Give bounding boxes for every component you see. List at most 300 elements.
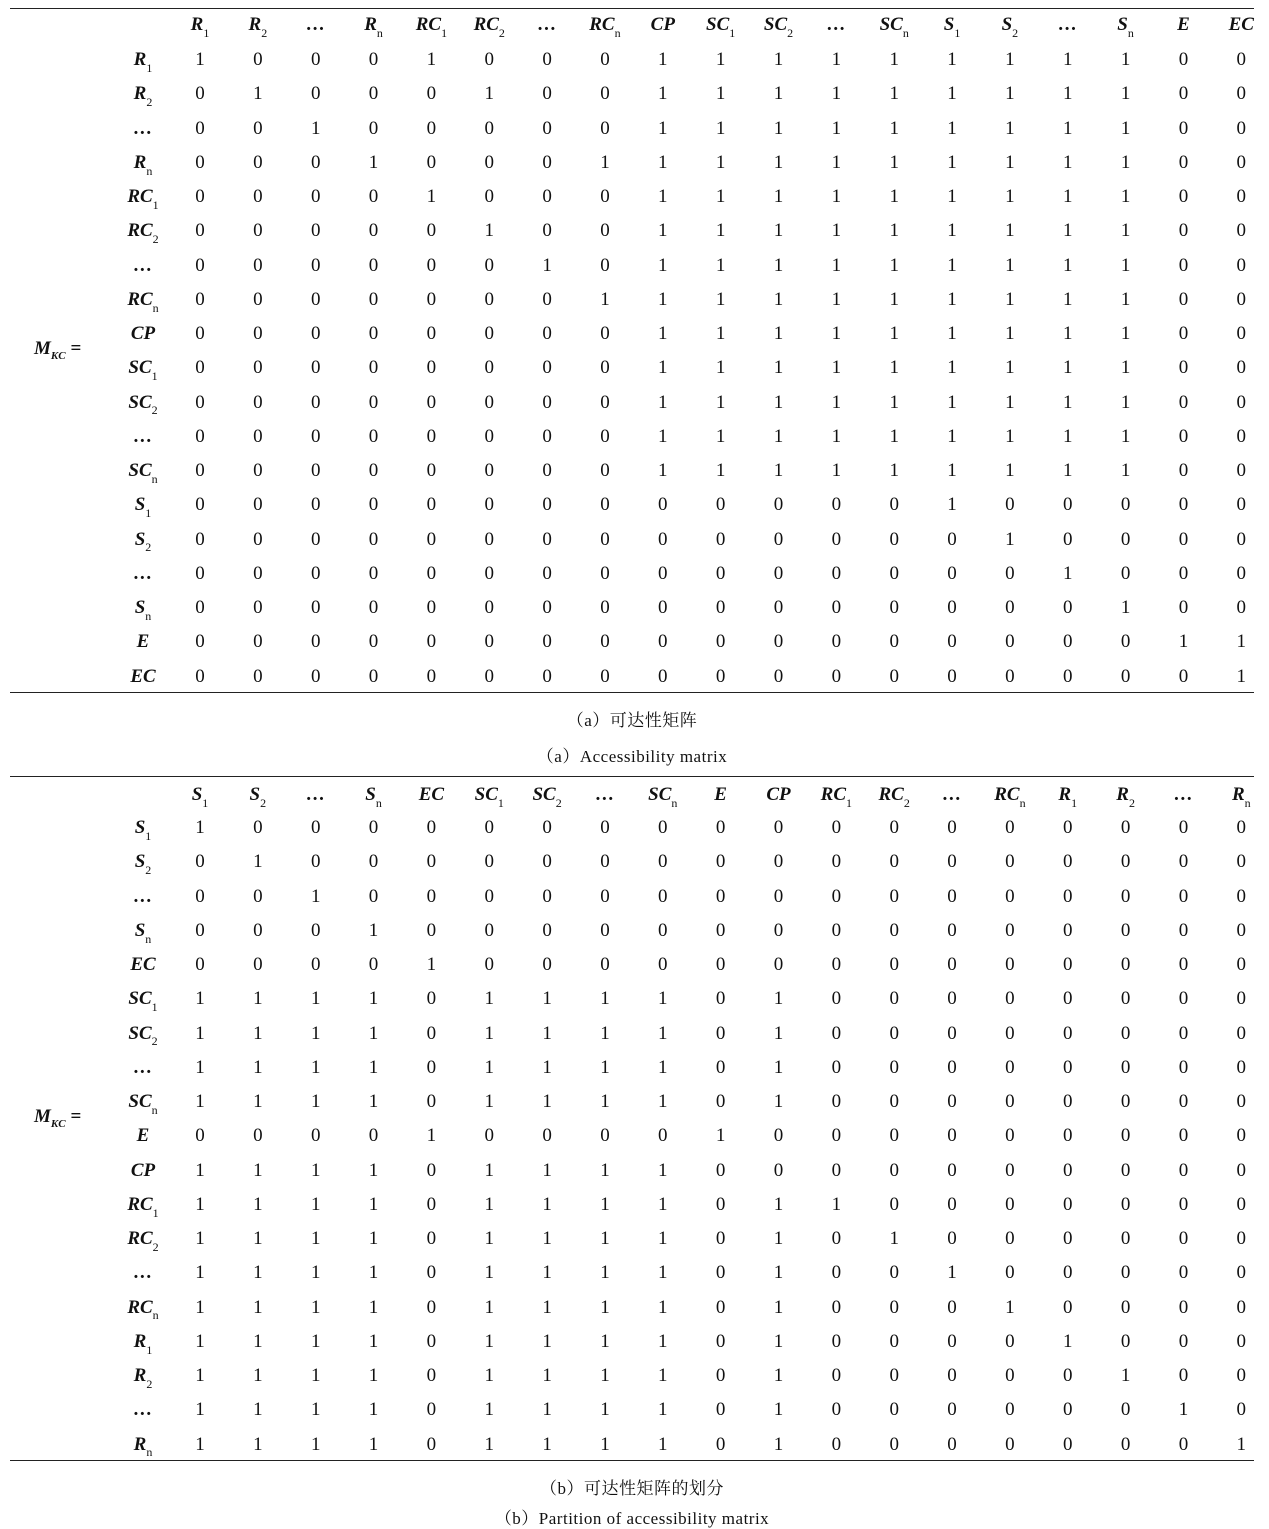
column-header-base: RC	[994, 784, 1020, 805]
matrix-cell: 1	[368, 1296, 379, 1318]
matrix-cell: 0	[368, 357, 379, 379]
matrix-cell: 1	[600, 1056, 610, 1078]
matrix-cell: 1	[253, 1022, 263, 1044]
row-header-base: …	[133, 117, 153, 139]
matrix-cell: 0	[1236, 528, 1247, 550]
matrix-cell: 1	[484, 988, 494, 1010]
matrix-cell: 1	[484, 1262, 494, 1284]
matrix-cell: 1	[889, 323, 899, 344]
matrix-cell: 0	[253, 151, 263, 173]
row-header	[123, 1058, 163, 1078]
matrix-cell: 0	[889, 1056, 899, 1078]
matrix-cell: 0	[1120, 851, 1131, 873]
matrix-cell: 0	[1178, 885, 1189, 907]
row-header-base: R	[133, 49, 147, 70]
matrix-label-base: M	[34, 1106, 51, 1127]
matrix-cell: 0	[368, 460, 379, 481]
matrix-cell: 1	[1120, 1365, 1131, 1386]
matrix-cell: 0	[889, 954, 899, 975]
matrix-cell: 0	[253, 1125, 263, 1147]
matrix-cell: 1	[947, 460, 957, 481]
matrix-cell: 0	[715, 631, 726, 653]
matrix-cell: 1	[773, 254, 784, 276]
matrix-cell: 0	[947, 1433, 957, 1455]
matrix-cell: 1	[1005, 186, 1015, 207]
matrix-cell: 0	[484, 49, 494, 70]
matrix-cell: 0	[1063, 817, 1073, 838]
row-header-base: RC	[127, 220, 153, 242]
matrix-cell: 0	[947, 665, 957, 687]
matrix-cell: 0	[1178, 357, 1189, 379]
column-header-base: …	[942, 784, 962, 805]
row-header-base: R	[133, 151, 147, 173]
matrix-cell: 0	[368, 665, 379, 687]
matrix-cell: 1	[715, 186, 726, 207]
matrix-cell: 1	[1063, 151, 1073, 173]
matrix-cell: 1	[1120, 288, 1131, 310]
column-header	[238, 15, 278, 41]
row-header-sub: n	[151, 471, 158, 486]
matrix-cell: 0	[195, 665, 205, 687]
matrix-cell: 0	[1005, 494, 1015, 516]
matrix-cell: 1	[947, 323, 957, 344]
matrix-cell: 0	[658, 665, 668, 687]
matrix-cell: 1	[1063, 220, 1073, 242]
row-header	[123, 1332, 163, 1358]
matrix-cell: 0	[1005, 1228, 1015, 1249]
matrix-cell: 1	[542, 1193, 552, 1215]
matrix-cell: 1	[195, 1091, 205, 1112]
row-header-base: RC	[127, 288, 153, 310]
matrix-cell: 0	[253, 460, 263, 481]
matrix-cell: 0	[715, 1399, 726, 1421]
matrix-cell: 0	[253, 49, 263, 70]
matrix-cell: 1	[195, 1228, 205, 1249]
matrix-cell: 0	[1120, 817, 1131, 838]
matrix-cell: 0	[1120, 1262, 1131, 1284]
matrix-cell: 0	[368, 851, 379, 873]
row-header	[123, 598, 163, 624]
matrix-cell: 0	[542, 220, 552, 242]
matrix-cell: 1	[1120, 186, 1131, 207]
matrix-cell: 1	[658, 391, 668, 413]
matrix-cell: 1	[947, 288, 957, 310]
matrix-cell: 0	[831, 1433, 842, 1455]
matrix-cell: 0	[831, 597, 842, 618]
matrix-cell: 1	[773, 1365, 784, 1386]
matrix-cell: 0	[1120, 494, 1131, 516]
column-header-base: …	[1058, 14, 1078, 35]
matrix-cell: 0	[426, 391, 437, 413]
matrix-cell: 0	[542, 186, 552, 207]
matrix-cell: 1	[658, 117, 668, 139]
matrix-cell: 1	[1063, 49, 1073, 70]
row-header	[123, 818, 163, 844]
matrix-cell: 1	[658, 1365, 668, 1386]
matrix-cell: 0	[600, 117, 610, 139]
matrix-cell: 0	[658, 494, 668, 516]
matrix-cell: 0	[426, 1433, 437, 1455]
matrix-cell: 0	[484, 597, 494, 618]
matrix-cell: 0	[368, 562, 379, 584]
matrix-cell: 1	[773, 1262, 784, 1284]
matrix-cell: 0	[947, 817, 957, 838]
matrix-cell: 0	[1178, 151, 1189, 173]
matrix-cell: 0	[484, 631, 494, 653]
matrix-cell: 0	[715, 1056, 726, 1078]
matrix-cell: 1	[1005, 254, 1015, 276]
matrix-cell: 0	[1063, 1159, 1073, 1181]
matrix-cell: 0	[658, 954, 668, 975]
matrix-cell: 0	[310, 954, 321, 975]
matrix-cell: 0	[253, 323, 263, 344]
matrix-cell: 0	[1236, 151, 1247, 173]
row-header	[123, 427, 163, 447]
matrix-cell: 0	[947, 1296, 957, 1318]
matrix-cell: 0	[426, 1056, 437, 1078]
matrix-cell: 0	[1236, 494, 1247, 516]
matrix-cell: 0	[600, 528, 610, 550]
matrix-cell: 1	[947, 220, 957, 242]
column-header	[874, 15, 914, 41]
matrix-cell: 0	[1063, 851, 1073, 873]
row-header	[123, 358, 163, 384]
matrix-cell: 0	[426, 562, 437, 584]
column-header-sub: 2	[787, 25, 794, 40]
column-header	[585, 785, 625, 805]
matrix-cell: 0	[1178, 460, 1189, 481]
matrix-cell: 0	[1120, 665, 1131, 687]
column-header-base: RC	[589, 14, 615, 35]
matrix-cell: 0	[368, 323, 379, 344]
matrix-cell: 1	[715, 1125, 726, 1147]
row-header-sub: n	[145, 931, 152, 946]
matrix-cell: 1	[484, 1365, 494, 1386]
matrix-cell: 0	[831, 1399, 842, 1421]
matrix-cell: 0	[1178, 391, 1189, 413]
column-header	[354, 785, 394, 811]
matrix-cell: 1	[658, 220, 668, 242]
column-header-base: SC	[532, 784, 556, 805]
matrix-cell: 0	[1063, 665, 1073, 687]
matrix-cell: 0	[426, 288, 437, 310]
row-header-sub: 1	[146, 60, 153, 75]
matrix-cell: 0	[1236, 186, 1247, 207]
matrix-cell: 1	[600, 151, 610, 173]
matrix-cell: 0	[542, 151, 552, 173]
matrix-cell: 1	[715, 425, 726, 447]
matrix-cell: 1	[831, 357, 842, 379]
matrix-cell: 0	[1063, 1022, 1073, 1044]
column-header-sub: 2	[498, 25, 505, 40]
matrix-cell: 0	[600, 851, 610, 873]
matrix-cell: 1	[831, 49, 842, 70]
matrix-cell: 0	[542, 288, 552, 310]
matrix-cell: 0	[542, 562, 552, 584]
matrix-cell: 0	[253, 597, 263, 618]
matrix-cell: 1	[889, 117, 899, 139]
column-header	[180, 15, 220, 41]
column-header	[1221, 15, 1261, 35]
matrix-cell: 0	[484, 425, 494, 447]
matrix-cell: 1	[1005, 288, 1015, 310]
matrix-cell: 0	[889, 631, 899, 653]
column-header-sub: n	[1127, 25, 1134, 40]
matrix-cell: 0	[600, 220, 610, 242]
row-header-base: S	[134, 919, 146, 941]
matrix-cell: 0	[1063, 1433, 1073, 1455]
matrix-cell: 1	[368, 1159, 379, 1181]
matrix-cell: 1	[831, 186, 842, 207]
matrix-cell: 0	[426, 357, 437, 379]
matrix-cell: 1	[889, 83, 899, 105]
matrix-cell: 0	[889, 851, 899, 873]
matrix-cell: 0	[542, 117, 552, 139]
column-header-base: R	[1058, 784, 1072, 805]
matrix-cell: 0	[600, 562, 610, 584]
matrix-cell: 0	[947, 1125, 957, 1147]
matrix-cell: 0	[658, 631, 668, 653]
row-header	[123, 632, 163, 652]
column-header-base: S	[365, 784, 376, 805]
matrix-cell: 1	[542, 1330, 552, 1352]
matrix-cell: 1	[889, 254, 899, 276]
matrix-cell: 0	[1178, 425, 1189, 447]
matrix-cell: 0	[1005, 919, 1015, 941]
matrix-cell: 0	[889, 1296, 899, 1318]
matrix-cell: 1	[831, 425, 842, 447]
matrix-cell: 1	[658, 323, 668, 344]
matrix-cell: 0	[1236, 919, 1247, 941]
matrix-cell: 0	[1005, 1433, 1015, 1455]
matrix-cell: 0	[484, 186, 494, 207]
matrix-cell: 1	[831, 220, 842, 242]
matrix-cell: 0	[831, 1228, 842, 1249]
matrix-cell: 0	[715, 597, 726, 618]
matrix-cell: 0	[715, 1022, 726, 1044]
column-header	[1048, 15, 1088, 35]
row-header	[123, 495, 163, 521]
column-header	[701, 15, 741, 41]
matrix-cell: 0	[484, 323, 494, 344]
matrix-cell: 0	[947, 1399, 957, 1421]
row-header-base: R	[133, 83, 147, 105]
matrix-cell: 1	[947, 494, 957, 516]
matrix-cell: 1	[658, 1228, 668, 1249]
matrix-cell: 0	[310, 186, 321, 207]
row-header-sub: 2	[146, 1376, 153, 1391]
column-header-base: R	[248, 14, 262, 35]
matrix-cell: 0	[195, 1125, 205, 1147]
matrix-cell: 1	[310, 1159, 321, 1181]
matrix-cell: 1	[773, 1296, 784, 1318]
row-header-base: R	[133, 1433, 147, 1455]
column-header	[816, 785, 856, 811]
column-header	[354, 15, 394, 41]
matrix-cell: 1	[600, 988, 610, 1010]
matrix-cell: 1	[658, 1091, 668, 1112]
row-header	[123, 84, 163, 110]
matrix-cell: 1	[310, 1399, 321, 1421]
matrix-cell: 0	[426, 665, 437, 687]
matrix-cell: 1	[1005, 391, 1015, 413]
column-header-sub: n	[614, 25, 621, 40]
matrix-cell: 1	[715, 357, 726, 379]
column-header	[296, 15, 336, 35]
matrix-cell: 0	[426, 1365, 437, 1386]
column-header	[990, 15, 1030, 41]
matrix-cell: 0	[715, 988, 726, 1010]
column-header	[1221, 785, 1261, 811]
matrix-cell: 1	[253, 1262, 263, 1284]
row-header-sub: n	[146, 1445, 153, 1460]
matrix-cell: 0	[889, 1399, 899, 1421]
matrix-cell: 0	[947, 1022, 957, 1044]
column-header	[527, 15, 567, 35]
matrix-cell: 1	[1063, 254, 1073, 276]
row-header	[123, 1229, 163, 1255]
matrix-cell: 0	[253, 186, 263, 207]
matrix-cell: 1	[947, 117, 957, 139]
matrix-cell: 0	[484, 254, 494, 276]
matrix-cell: 0	[600, 1125, 610, 1147]
matrix-cell: 1	[773, 1193, 784, 1215]
matrix-label-eq: =	[65, 1106, 82, 1127]
matrix-cell: 0	[426, 1193, 437, 1215]
matrix-cell: 0	[947, 1365, 957, 1386]
matrix-cell: 0	[831, 817, 842, 838]
matrix-cell: 1	[195, 1365, 205, 1386]
matrix-cell: 1	[773, 1433, 784, 1455]
matrix-cell: 0	[484, 954, 494, 975]
matrix-cell: 1	[1236, 631, 1247, 653]
matrix-cell: 0	[1236, 1262, 1247, 1284]
matrix-cell: 0	[195, 954, 205, 975]
matrix-cell: 0	[1236, 1125, 1247, 1147]
matrix-cell: 0	[1236, 1365, 1247, 1386]
matrix-cell: 1	[195, 1296, 205, 1318]
matrix-cell: 1	[253, 1159, 263, 1181]
matrix-cell: 0	[195, 391, 205, 413]
matrix-cell: 1	[773, 49, 784, 70]
column-header-sub: 2	[903, 795, 910, 810]
column-header-base: SC	[648, 784, 672, 805]
matrix-cell: 0	[542, 885, 552, 907]
matrix-cell: 0	[310, 494, 321, 516]
column-header-base: SC	[879, 14, 903, 35]
matrix-cell: 1	[1236, 665, 1247, 687]
row-header-base: CP	[130, 1159, 156, 1181]
matrix-cell: 0	[600, 357, 610, 379]
matrix-cell: 1	[947, 151, 957, 173]
row-header	[123, 1161, 163, 1181]
matrix-cell: 0	[1120, 988, 1131, 1010]
matrix-cell: 0	[1236, 1399, 1247, 1421]
column-header-base: EC	[1228, 14, 1254, 35]
matrix-cell: 0	[1005, 631, 1015, 653]
matrix-cell: 1	[542, 254, 552, 276]
matrix-cell: 1	[1120, 83, 1131, 105]
matrix-cell: 0	[368, 391, 379, 413]
column-header-sub: n	[671, 795, 678, 810]
matrix-cell: 1	[715, 49, 726, 70]
matrix-cell: 0	[1236, 323, 1247, 344]
matrix-cell: 0	[1063, 1296, 1073, 1318]
matrix-cell: 0	[368, 597, 379, 618]
matrix-cell: 0	[484, 460, 494, 481]
matrix-cell: 0	[368, 425, 379, 447]
matrix-cell: 0	[542, 817, 552, 838]
row-header-base: EC	[130, 954, 156, 975]
matrix-cell: 1	[715, 254, 726, 276]
matrix-cell: 0	[1120, 919, 1131, 941]
row-header	[123, 1195, 163, 1221]
matrix-cell: 0	[715, 665, 726, 687]
matrix-cell: 0	[542, 1125, 552, 1147]
matrix-cell: 0	[831, 494, 842, 516]
matrix-cell: 0	[1236, 817, 1247, 838]
matrix-cell: 0	[195, 83, 205, 105]
matrix-cell: 0	[1063, 1262, 1073, 1284]
matrix-cell: 1	[1063, 460, 1073, 481]
matrix-cell: 0	[426, 988, 437, 1010]
matrix-cell: 1	[947, 357, 957, 379]
matrix-cell: 1	[773, 1056, 784, 1078]
matrix-cell: 0	[831, 954, 842, 975]
matrix-cell: 1	[253, 988, 263, 1010]
matrix-cell: 1	[542, 1399, 552, 1421]
column-header	[238, 785, 278, 811]
matrix-cell: 1	[310, 1193, 321, 1215]
matrix-cell: 0	[947, 631, 957, 653]
column-header-base: CP	[650, 14, 675, 35]
matrix-cell: 0	[947, 1228, 957, 1249]
matrix-cell: 1	[947, 1262, 957, 1284]
matrix-cell: 0	[773, 1125, 784, 1147]
matrix-cell: 1	[484, 1228, 494, 1249]
row-header-base: …	[133, 425, 153, 447]
matrix-cell: 1	[831, 288, 842, 310]
matrix-cell: 1	[253, 1330, 263, 1352]
matrix-cell: 1	[658, 1159, 668, 1181]
matrix-cell: 1	[253, 1091, 263, 1112]
matrix-cell: 0	[773, 919, 784, 941]
matrix-cell: 1	[1063, 117, 1073, 139]
row-header-sub: 2	[152, 232, 159, 247]
matrix-cell: 1	[1236, 1433, 1247, 1455]
matrix-cell: 0	[831, 1159, 842, 1181]
column-header-sub: 2	[261, 25, 268, 40]
row-header-base: …	[133, 1262, 153, 1284]
matrix-cell: 0	[1120, 885, 1131, 907]
matrix-cell: 1	[1005, 528, 1015, 550]
matrix-cell: 1	[368, 1330, 379, 1352]
matrix-cell: 0	[889, 665, 899, 687]
matrix-cell: 0	[426, 885, 437, 907]
matrix-cell: 0	[253, 288, 263, 310]
matrix-cell: 0	[831, 665, 842, 687]
matrix-cell: 0	[1178, 49, 1189, 70]
matrix-cell: 1	[195, 817, 205, 838]
matrix-cell: 0	[773, 494, 784, 516]
matrix-cell: 0	[1005, 988, 1015, 1010]
matrix-cell: 0	[773, 631, 784, 653]
matrix-cell: 0	[773, 1159, 784, 1181]
matrix-cell: 0	[831, 988, 842, 1010]
matrix-cell: 0	[542, 597, 552, 618]
matrix-cell: 0	[1120, 1399, 1131, 1421]
matrix-cell: 1	[1120, 357, 1131, 379]
